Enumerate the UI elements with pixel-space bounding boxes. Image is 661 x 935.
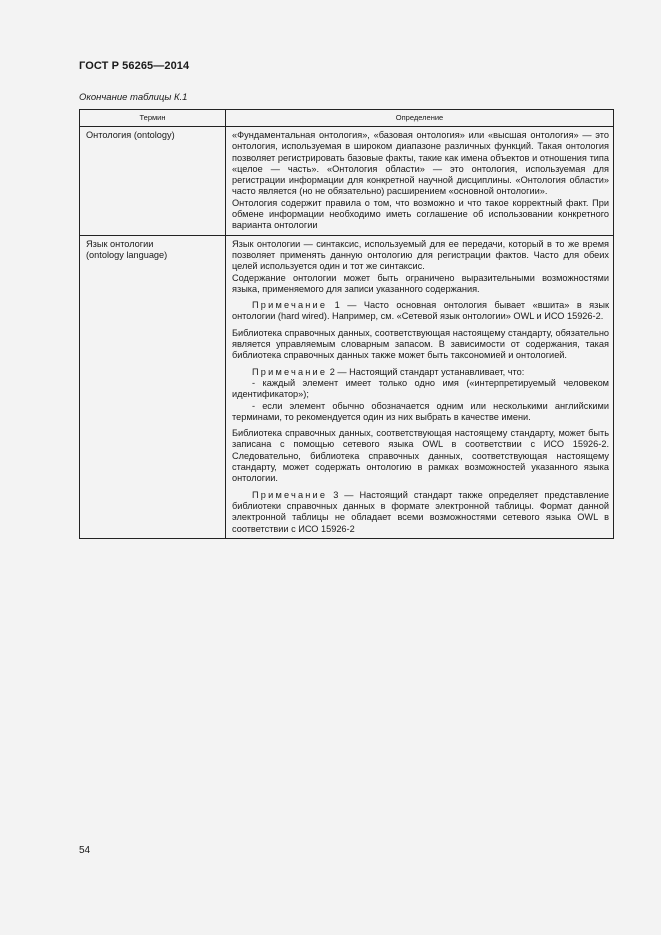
- note-3: [232, 490, 609, 535]
- column-header-definition: Определение: [226, 110, 614, 127]
- terms-table: [79, 109, 614, 539]
- note-list-item: - каждый элемент имеет только одно имя («интерпретируемый человеком идентификатор»);: [232, 377, 609, 400]
- column-header-term: Термин: [80, 110, 226, 127]
- term-cell: [80, 235, 226, 538]
- term-name: Язык онтологии: [86, 238, 154, 249]
- definition-paragraph: Библиотека справочных данных, соответствующая настоящему стандарту, может быть записана с помощью сетевого языка OWL в соответствии с ИСО 15926-2. Следовательно, библиотека справочных данных, соответствующая настоящему стандарту, может содержать онтологию в рамках возможностей указанного языка онтологии.: [232, 428, 609, 484]
- table-row: [80, 235, 614, 538]
- note-label: Примечание: [252, 366, 328, 377]
- note-1: [232, 300, 609, 323]
- definition-cell: [226, 127, 614, 236]
- note-text: 1 — Часто основная онтология бывает «вшита» в язык онтологии (hard wired). Например, см. «Сетевой язык онтологии» OWL и ИСО 15926-2.: [232, 300, 609, 322]
- table-header-row: [80, 110, 614, 127]
- definition-paragraph: Библиотека справочных данных, соответствующая настоящему стандарту, обязательно является управляемым словарным запасом. В зависимости от содержания, такая библиотека справочных данных также может быть таксономией и онтологией.: [232, 327, 609, 361]
- note-list-item: - если элемент обычно обозначается одним или несколькими английскими терминами, то рекомендуется один из них выбрать в качестве имени.: [232, 400, 609, 422]
- definition-paragraph: Содержание онтологии может быть ограничено выразительными возможностями языка, применяемого для записи указанного содержания.: [232, 272, 609, 294]
- note-label: Примечание: [252, 300, 328, 311]
- note-label: Примечание: [252, 489, 328, 500]
- term-cell: Онтология (ontology): [80, 127, 226, 236]
- term-english: (ontology language): [86, 249, 168, 260]
- definition-cell: [226, 235, 614, 538]
- note-text: 3 — Настоящий стандарт также определяет представление библиотеки справочных данных в формате электронной таблицы. Формат данной электронной таблицы не обладает всеми возможностями сетевого языка OWL в соответствии с ИСО 15926-2: [232, 489, 609, 534]
- definition-paragraph: Онтология содержит правила о том, что возможно и что такое корректный факт. При обмене информации необходимо иметь соглашение об использовании конкретного варианта онтологии: [232, 197, 609, 231]
- document-header: ГОСТ Р 56265—2014: [79, 60, 190, 72]
- definition-paragraph: «Фундаментальная онтология», «базовая онтология» или «высшая онтология» — это онтология, используемая в широком диапазоне различных функций. Такая онтология позволяет регистрировать базовые факты, такие как имена объектов и отношения типа «целое — часть». «Онтология области» — это онтология, используемая для регистрации информации для конкретной научной дисциплины. «Онтология области» часто является (но не обязательно) расширением «основной онтологии».: [232, 130, 609, 197]
- note-text: 2 — Настоящий стандарт устанавливает, что:: [329, 366, 525, 377]
- note-2: [232, 367, 609, 378]
- table-row: [80, 127, 614, 236]
- page-number: 54: [79, 845, 91, 856]
- table-caption: Окончание таблицы К.1: [79, 92, 188, 103]
- definition-paragraph: Язык онтологии — синтаксис, используемый для ее передачи, который в то же время позволяет применять данную онтологию для регистрации фактов. Часто для обеих целей используется один и тот же синтаксис.: [232, 238, 609, 272]
